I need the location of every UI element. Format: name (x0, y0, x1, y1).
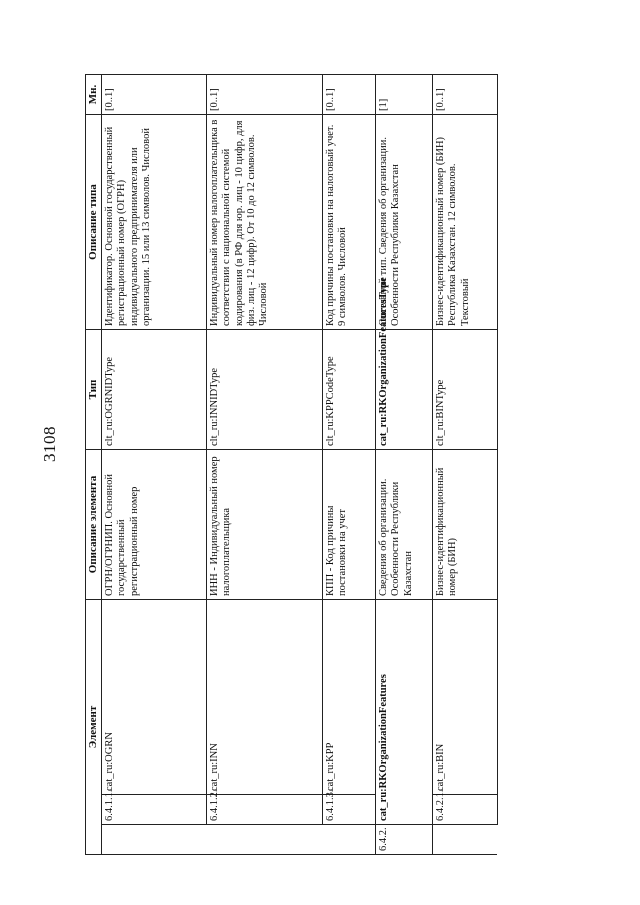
row-element-description: Сведения об организации. Особенности Республики Казахстан (375, 450, 432, 600)
row-type: clt_ru:INNIDType (206, 330, 322, 450)
row-type-description: Индивидуальный номер налогоплательщика в соответствии с национальной системой кодирования (в РФ для юр. лиц - 10 цифр, для физ. лиц - 12 цифр). От 10 до 12 символов. Числовой (206, 115, 322, 330)
table-row (206, 75, 322, 855)
row-number: 6.4.2.1. (432, 795, 497, 825)
row-multiplicity: [0..1] (322, 75, 375, 115)
row-type: clt_ru:BINType (432, 330, 497, 450)
table-row (375, 75, 432, 855)
row-number: 6.4.1.2. (206, 795, 322, 825)
row-type-description: Идентификатор. Основной государственный регистрационный номер (ОГРН) индивидуального предпринимателя или организации. 15 или 13 символов. Числовой (101, 115, 206, 330)
row-multiplicity: [0..1] (101, 75, 206, 115)
header-element-description: Описание элемента (86, 450, 102, 600)
row-type: cat_ru:RKOrganizationFeaturesType (375, 330, 432, 450)
header-type-description: Описание типа (86, 115, 102, 330)
table-header-row (86, 75, 102, 855)
row-element-description: ОГРН/ОГРНИП. Основной государственный регистрационный номер (101, 450, 206, 600)
table-row (322, 75, 375, 855)
row-number: 6.4.1.3. (322, 795, 375, 825)
row-element: cat_ru:RKOrganizationFeatures (375, 600, 432, 825)
page-number: 3108 (40, 426, 59, 462)
row-type: clt_ru:KPPCodeType (322, 330, 375, 450)
header-type: Тип (86, 330, 102, 450)
row-element: cat_ru:OGRN (101, 600, 206, 795)
header-multiplicity: Мн. (86, 75, 102, 115)
row-type-description: Код причины постановки на налоговый учет. 9 символов. Числовой (322, 115, 375, 330)
row-element: cat_ru:KPP (322, 600, 375, 795)
row-type-description: Составной тип. Сведения об организации. Особенности Республики Казахстан (375, 115, 432, 330)
data-table (85, 74, 498, 855)
table-row (101, 75, 206, 855)
rotated-page-content (85, 75, 625, 855)
indent-cell (432, 825, 497, 855)
row-element: cat_ru:BIN (432, 600, 497, 795)
row-element-description: Бизнес-идентификационный номер (БИН) (432, 450, 497, 600)
header-element: Элемент (86, 600, 102, 855)
row-multiplicity: [1] (375, 75, 432, 115)
row-element-description: КПП - Код причины постановки на учет (322, 450, 375, 600)
table-row (432, 75, 497, 855)
row-type: clt_ru:OGRNIDType (101, 330, 206, 450)
row-element-description: ИНН - Индивидуальный номер налогоплательщика (206, 450, 322, 600)
row-element: cat_ru:INN (206, 600, 322, 795)
indent-cell (101, 825, 206, 855)
row-number: 6.4.1.1. (101, 795, 206, 825)
indent-cell (322, 825, 375, 855)
row-multiplicity: [0..1] (206, 75, 322, 115)
row-multiplicity: [0..1] (432, 75, 497, 115)
row-type-description: Бизнес-идентификационный номер (БИН) Республика Казахстан. 12 символов. Текстовый (432, 115, 497, 330)
indent-cell (206, 825, 322, 855)
row-number: 6.4.2. (375, 825, 432, 855)
